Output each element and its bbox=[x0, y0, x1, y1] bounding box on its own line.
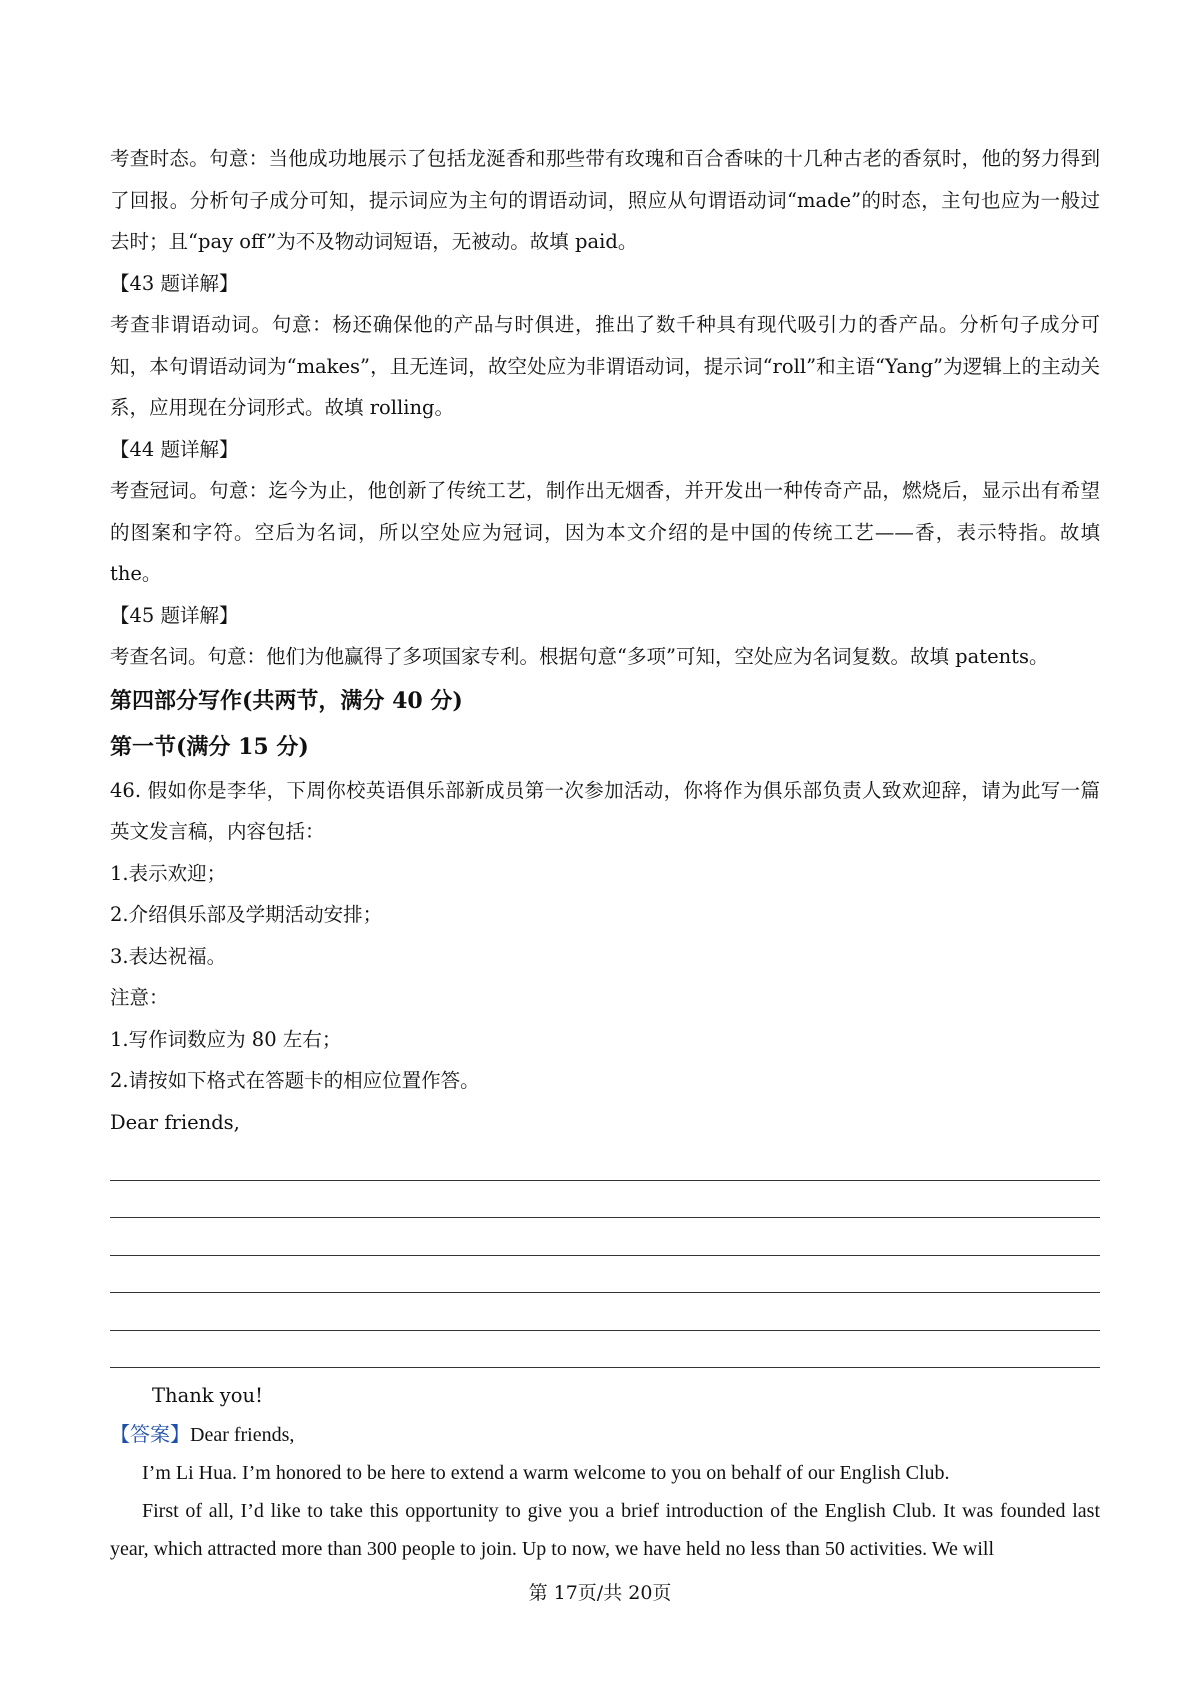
question-46: 46. 假如你是李华，下周你校英语俱乐部新成员第一次参加活动，你将作为俱乐部负责人致欢迎辞，请为此写一篇英文发言稿，内容包括： bbox=[110, 778, 1100, 843]
section-title: 第四部分写作(共两节，满分 40 分) bbox=[110, 687, 463, 714]
writing-line bbox=[110, 1293, 1100, 1331]
answer-heading bbox=[110, 1416, 1100, 1454]
content-point-2: 2.介绍俱乐部及学期活动安排； bbox=[110, 903, 383, 926]
content-point-3: 3.表达祝福。 bbox=[110, 944, 227, 968]
letter-salutation: Dear friends, bbox=[110, 1110, 240, 1134]
writing-line bbox=[110, 1256, 1100, 1294]
note-2: 2.请按如下格式在答题卡的相应位置作答。 bbox=[110, 1069, 480, 1092]
explanation-42: 考查时态。句意：当他成功地展示了包括龙涎香和那些带有玫瑰和百合香味的十几种古老的香氛时，他的努力得到了回报。分析句子成分可知，提示词应为主句的谓语动词，照应从句谓语动词“made”的时态，主句也应为一般过去时；且“pay off”为不及物动词短语，无被动。故填 paid。 bbox=[110, 147, 1100, 253]
heading-44: 【44 题详解】 bbox=[110, 437, 239, 461]
explanation-44: 考查冠词。句意：迄今为止，他创新了传统工艺，制作出无烟香，并开发出一种传奇产品，燃烧后，显示出有希望的图案和字符。空后为名词，所以空处应为冠词，因为本文介绍的是中国的传统工艺——香，表示特指。故填 the。 bbox=[110, 479, 1100, 585]
writing-line bbox=[110, 1218, 1100, 1256]
subsection-title: 第一节(满分 15 分) bbox=[110, 733, 309, 760]
writing-lines bbox=[110, 1143, 1100, 1368]
page-content bbox=[110, 138, 1100, 1568]
answer-salutation: Dear friends, bbox=[190, 1424, 295, 1446]
content-point-1: 1.表示欢迎； bbox=[110, 861, 227, 885]
explanation-45: 考查名词。句意：他们为他赢得了多项国家专利。根据句意“多项”可知，空处应为名词复数。故填 patents。 bbox=[110, 645, 1049, 668]
writing-line bbox=[110, 1143, 1100, 1181]
writing-line bbox=[110, 1331, 1100, 1369]
note-1: 1.写作词数应为 80 左右； bbox=[110, 1027, 342, 1051]
answer-label: 【答案】 bbox=[110, 1424, 190, 1446]
heading-45: 【45 题详解】 bbox=[110, 603, 239, 627]
heading-43: 【43 题详解】 bbox=[110, 271, 239, 295]
notes-label: 注意： bbox=[110, 986, 169, 1009]
page-footer: 第 17页/共 20页 bbox=[528, 1582, 672, 1604]
letter-closing: Thank you! bbox=[152, 1384, 263, 1407]
explanation-43: 考查非谓语动词。句意：杨还确保他的产品与时俱进，推出了数千种具有现代吸引力的香产品。分析句子成分可知，本句谓语动词为“makes”，且无连词，故空处应为非谓语动词，提示词“roll”和主语“Yang”为逻辑上的主动关系，应用现在分词形式。故填 rolling。 bbox=[110, 313, 1100, 419]
answer-paragraph-1: I’m Li Hua. I’m honored to be here to extend a warm welcome to you on behalf of our English Club. bbox=[142, 1462, 950, 1484]
answer-paragraph-2: First of all, I’d like to take this opportunity to give you a brief introduction of the English Club. It was founded last year, which attracted more than 300 people to join. Up to now, we have held no less than 50 activities. We will bbox=[110, 1500, 1100, 1560]
writing-line bbox=[110, 1181, 1100, 1219]
